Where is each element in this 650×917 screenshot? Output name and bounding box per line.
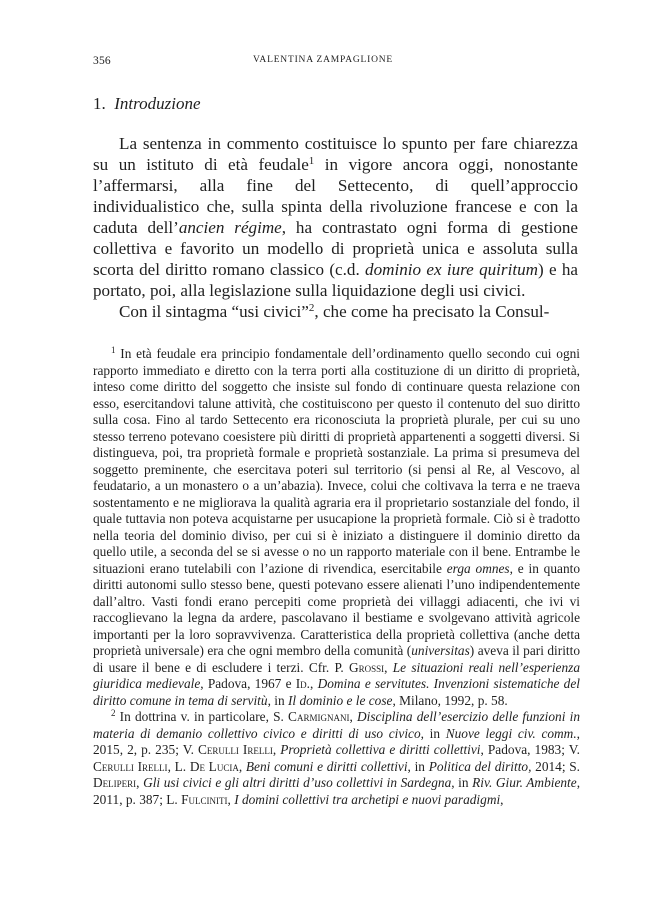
journal-title: Riv. Giur. Ambiente bbox=[472, 775, 577, 790]
footnote-1 bbox=[93, 346, 580, 709]
italic-term: erga omnes bbox=[446, 560, 510, 576]
page-number: 356 bbox=[93, 55, 111, 67]
work-title: Domina e servitutes. Invenzioni sistematiche del diritto comune in tema di servitù bbox=[93, 676, 580, 708]
author-name: Cerulli Irelli bbox=[198, 742, 273, 757]
footnote-mark: 2 bbox=[111, 708, 116, 718]
text-run: , Padova, 1983; V. bbox=[480, 742, 580, 757]
author-name: Cerulli Irelli bbox=[93, 758, 168, 774]
italic-term: ancien régime bbox=[178, 218, 282, 237]
text-run: 2014; S. bbox=[531, 758, 581, 774]
running-head bbox=[93, 55, 580, 73]
text-run: , bbox=[349, 709, 357, 724]
text-run: , bbox=[238, 758, 246, 774]
footnotes bbox=[93, 346, 580, 808]
text-run: , ha contrastato ogni forma di gestione collettiva e favorito un modello di proprietà unica e assoluta sulla scorta del diritto romano classico (c.d. bbox=[93, 218, 578, 279]
author-name: Deliperi bbox=[93, 775, 137, 790]
text-run: , in bbox=[267, 692, 288, 708]
work-title: I domini collettivi tra archetipi e nuovi paradigmi bbox=[234, 791, 501, 807]
footnote-reference[interactable]: 2 bbox=[308, 302, 315, 314]
text-run: , bbox=[310, 676, 318, 691]
section-heading bbox=[93, 95, 201, 113]
text-run: , e in quanto diritti autonomi sullo stesso bene, questi potevano essere alienati l’uno indipendentemente dall’altro. Vasti fondi erano percepiti come proprietà dei villaggi adiacenti, che ivi vi raccoglievano la legna da ardere, pascolavano il bestiame e svolgevano attività agricole importanti per la loro sopravvivenza. Caratteristica della proprietà collettiva (anche detta proprietà universale) era che ogni membro della comunità ( bbox=[93, 560, 580, 658]
work-title: Il dominio e le cose bbox=[287, 692, 393, 708]
paragraph bbox=[93, 301, 578, 322]
italic-term: dominio ex iure quiritum bbox=[365, 260, 538, 279]
text-run: , in bbox=[451, 775, 473, 790]
text-run: , bbox=[272, 742, 281, 757]
text-run: , bbox=[136, 775, 144, 790]
text-run: In dottrina v. in particolare, S. bbox=[115, 709, 289, 724]
work-title: Beni comuni e diritti collettivi bbox=[245, 758, 408, 774]
document-page bbox=[93, 0, 580, 917]
text-run: , in bbox=[407, 758, 429, 774]
running-title: VALENTINA ZAMPAGLIONE bbox=[253, 55, 394, 65]
text-run: , che come ha precisato la Consul- bbox=[314, 302, 550, 321]
text-run: , L. bbox=[167, 758, 190, 774]
text-run: , 2011, p. 387; L. bbox=[93, 775, 581, 807]
author-name: De Lucia bbox=[189, 758, 239, 774]
author-name: Id. bbox=[295, 676, 311, 691]
text-run: , Milano, 1992, p. 58. bbox=[392, 692, 508, 708]
author-name: Grossi bbox=[349, 659, 385, 675]
author-name: Fulciniti bbox=[181, 791, 228, 807]
footnote-2 bbox=[93, 709, 580, 808]
text-run: In età feudale era principio fondamentale dell’ordinamento quello secondo cui ogni rapporto immediato e diretto con la terra porti alla costituzione di un diritto di proprietà, inteso come diritto del soggetto che insiste sul fondo di continuare questa relazione con esso, esercitandovi talune attività, che costituiscono per questo il contenuto del suo diritto sulla cosa. Fino al tardo Settecento era riconosciuta la proprietà plurale, per cui su uno stesso terreno potevano coesistere più diritti di proprietà appartenenti a soggetti diversi. Si distingueva, poi, tra proprietà formale e proprietà sostanziale. La prima si presumeva del soggetto preminente, che esercitava poteri sul territorio (si pensi al Re, al Vescovo, al feudatario, a un monastero o a un’abazia). Invece, colui che coltivava la terra e ne traeva sostentamento e ne migliorava la qualità agraria era il proprietario sostanziale del fondo, il quale tuttavia non poteva acquistarne per usucapione la proprietà formale. Ciò si è tradotto nella teoria del dominio diviso, per cui si è iniziato a distinguere il dominio diretto da quello utile, a seconda del se si avesse o no un rapporto materiale con il bene. Entrambe le situazioni erano tutelabili con l’azione di rivendica, esercitabile bbox=[93, 346, 580, 576]
text-run: , in bbox=[420, 725, 446, 741]
text-run: , bbox=[500, 791, 504, 807]
author-name: Carmignani bbox=[288, 709, 350, 724]
work-title: Le situazioni reali nell’esperienza giuridica medievale bbox=[93, 659, 580, 691]
paragraph bbox=[93, 133, 578, 301]
journal-title: Politica del diritto, bbox=[428, 758, 532, 774]
text-run: La sentenza in commento costituisce lo spunto per fare chiarezza su un istituto di età feudale bbox=[93, 134, 578, 174]
section-number: 1. bbox=[93, 94, 106, 113]
text-run: , bbox=[227, 791, 235, 807]
work-title: Disciplina dell’esercizio delle funzioni in materia di demanio collettivo civico e diritti di uso civico bbox=[93, 709, 580, 741]
text-run: ) e ha portato, poi, alla legislazione sulla liquidazione degli usi civici. bbox=[93, 260, 578, 300]
text-run: in vigore ancora oggi, nonostante l’affermarsi, alla fine del Settecento, di quell’approccio individualistico che, sulla spinta della rivoluzione francese e con la caduta dell’ bbox=[93, 155, 578, 237]
text-run: Con il sintagma “usi civici” bbox=[119, 302, 309, 321]
footnote-reference[interactable]: 1 bbox=[308, 155, 315, 167]
work-title: Proprietà collettiva e diritti collettivi bbox=[280, 742, 481, 757]
journal-title: Nuove leggi civ. comm. bbox=[445, 725, 577, 741]
footnote-mark: 1 bbox=[111, 345, 116, 355]
text-run: , Padova, 1967 e bbox=[200, 676, 296, 691]
text-run: , 2015, 2, p. 235; V. bbox=[93, 725, 580, 757]
main-text bbox=[93, 133, 578, 322]
text-run: ) aveva il pari diritto di usare il bene e di escludere i terzi. Cfr. P. bbox=[93, 643, 580, 675]
italic-term: universitas bbox=[411, 643, 470, 658]
work-title: Gli usi civici e gli altri diritti d’uso collettivi in Sardegna bbox=[143, 775, 452, 790]
section-title: Introduzione bbox=[114, 94, 201, 113]
text-run: , bbox=[384, 659, 393, 675]
